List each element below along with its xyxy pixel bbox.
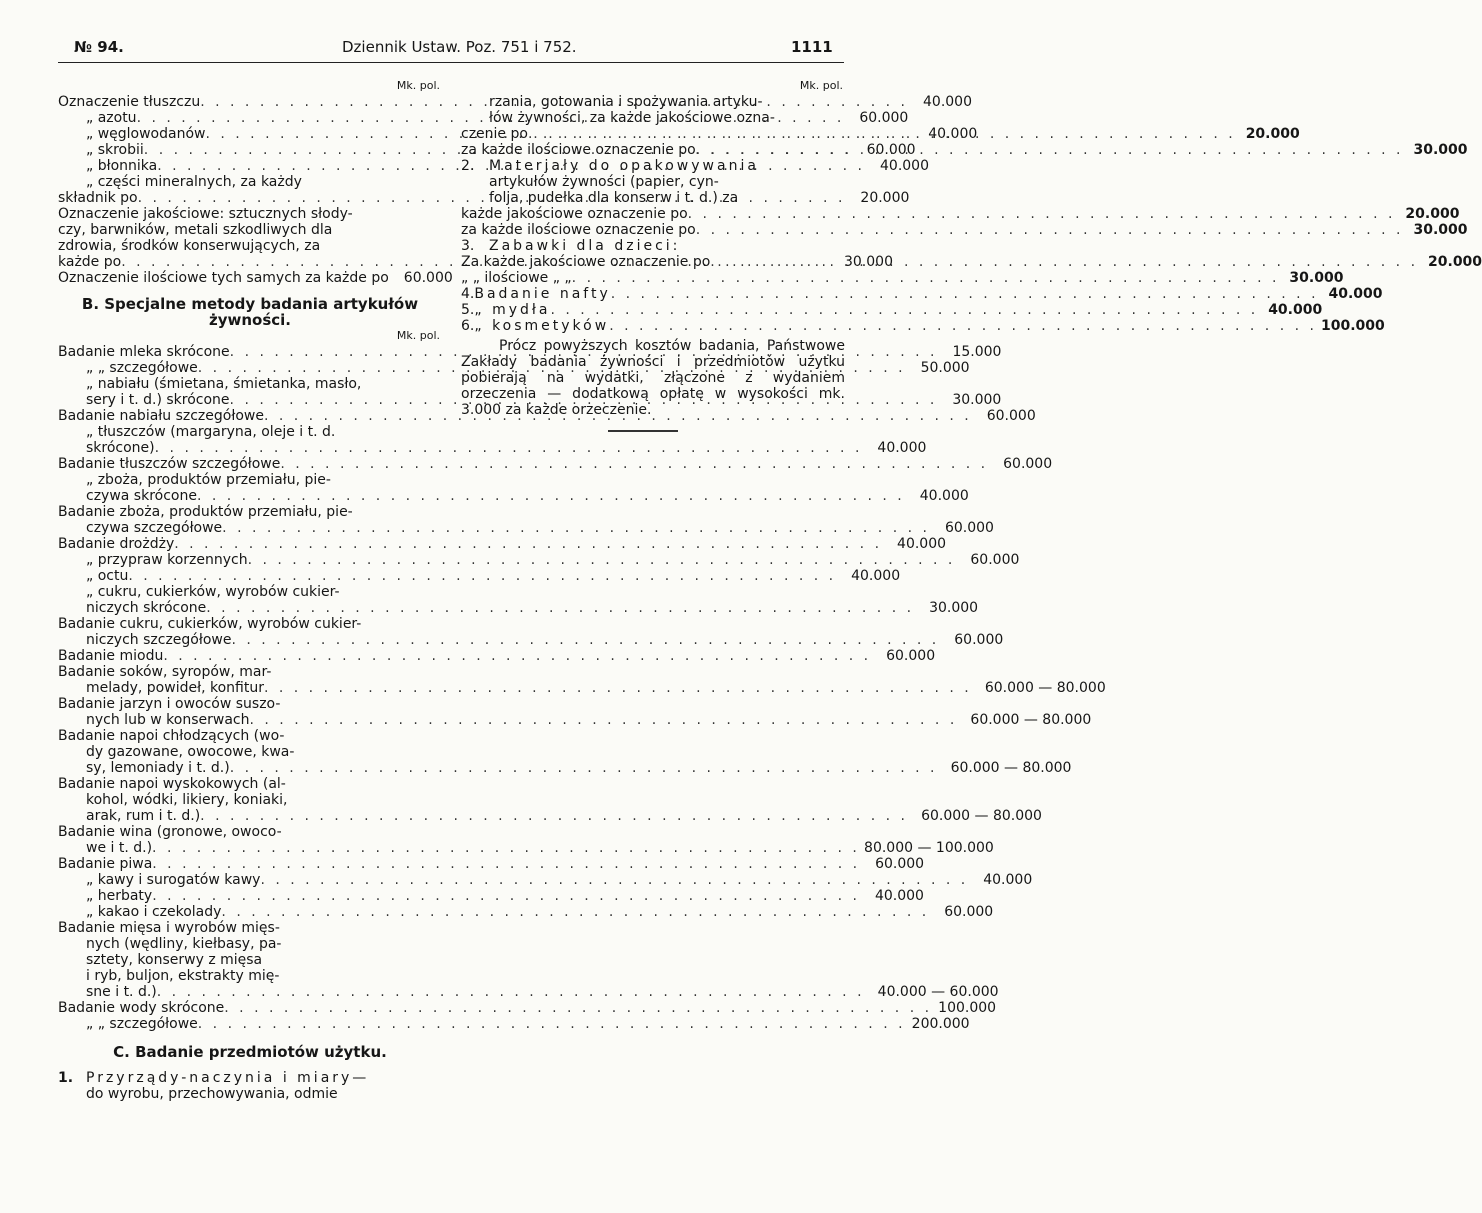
fee-label: Badanie nafty <box>474 286 611 302</box>
item-number: 5. <box>461 302 475 318</box>
fee-row <box>461 158 845 174</box>
fee-row <box>58 712 1092 728</box>
fee-row <box>461 270 1344 286</box>
fee-value: 60.000 <box>944 904 994 920</box>
dot-leader <box>200 808 908 824</box>
fee-label: „ „ szczegółowe <box>86 1016 198 1032</box>
fee-label: folja, pudełka dla konserw i t. d.) za <box>489 190 739 206</box>
fee-row <box>58 808 1042 824</box>
dot-leader <box>230 760 938 776</box>
fee-row <box>461 94 845 110</box>
fee-label: sy, lemoniady i t. d.) <box>86 760 230 776</box>
dot-leader <box>155 440 863 456</box>
fee-row <box>58 936 442 952</box>
dot-leader <box>710 254 1418 270</box>
fee-row <box>58 776 442 792</box>
fee-label: składnik po <box>58 190 138 206</box>
fee-row <box>58 1016 970 1032</box>
fee-label: kohol, wódki, likiery, koniaki, <box>86 792 288 808</box>
section-c-title: C. Badanie przedmiotów użytku. <box>113 1043 387 1061</box>
unit-heading-right: Mk. pol. <box>799 79 843 92</box>
fee-value: 40.000 <box>874 888 924 904</box>
dot-leader <box>260 872 968 888</box>
item-number: 4. <box>461 286 475 302</box>
fee-row <box>461 174 845 190</box>
fee-value: 30.000 <box>1289 270 1344 286</box>
fee-label: czy, barwników, metali szkodliwych dla <box>58 222 333 238</box>
fee-row <box>58 520 994 536</box>
section-b-title <box>58 296 442 328</box>
fee-row <box>58 488 969 504</box>
fee-label: arak, rum i t. d.) <box>86 808 201 824</box>
fee-label: „ tłuszczów (margaryna, oleje i t. d. <box>86 424 336 440</box>
fee-row <box>461 206 1460 222</box>
fee-value: 20.000 <box>1405 206 1460 222</box>
fee-label: nych (wędliny, kiełbasy, pa- <box>86 936 282 952</box>
fee-row <box>58 904 994 920</box>
page-number: № 94. <box>74 38 124 56</box>
fee-value: 100.000 <box>1320 318 1385 334</box>
fee-value: 60.000 <box>859 110 909 126</box>
fee-row <box>58 840 994 856</box>
fee-value: 20.000 <box>1245 126 1300 142</box>
fee-row <box>461 318 1385 334</box>
page-folio: 1111 <box>791 38 833 56</box>
fee-row <box>58 568 901 584</box>
fee-label: Oznaczenie jakościowe: sztucznych słody- <box>58 206 353 222</box>
fee-label: Badanie mleka skrócone <box>58 344 230 360</box>
fee-label: Badanie cukru, cukierków, wyrobów cukier- <box>58 616 362 632</box>
fee-label: „ „ ilościowe „ „ <box>461 270 572 286</box>
fee-row <box>58 344 1002 360</box>
fee-value: 60.000 <box>1003 456 1053 472</box>
dot-leader <box>152 888 860 904</box>
fee-row <box>58 536 947 552</box>
fee-row <box>58 984 999 1000</box>
unit-heading-b: Mk. pol. <box>396 329 440 342</box>
fee-label: Oznaczenie ilościowe tych samych za każde po <box>58 270 389 286</box>
fee-row <box>58 824 442 840</box>
fee-row <box>58 792 442 808</box>
fee-label: Badanie wody skrócone <box>58 1000 225 1016</box>
fee-row <box>58 680 1106 696</box>
dot-leader <box>550 302 1258 318</box>
fee-label: każde jakościowe oznaczenie po <box>461 206 688 222</box>
fee-range: 60.000 — 80.000 <box>984 680 1106 696</box>
fee-label: artykułów żywności (papier, cyn- <box>489 174 719 190</box>
fee-row <box>58 616 442 632</box>
section-b-title-line2: żywności. <box>208 311 291 329</box>
fee-label: Badanie soków, syropów, mar- <box>58 664 272 680</box>
item-number: 6. <box>461 318 475 334</box>
fee-value: 200.000 <box>911 1016 970 1032</box>
fee-value: 30.000 <box>843 254 893 270</box>
fee-value: 60.000 <box>944 520 994 536</box>
fee-value: 60.000 <box>954 632 1004 648</box>
fee-row <box>58 696 442 712</box>
fee-row <box>58 376 442 392</box>
fee-value: 30.000 <box>1413 142 1468 158</box>
fee-value: 60.000 <box>970 552 1020 568</box>
fee-label: Badanie nabiału szczegółowe <box>58 408 264 424</box>
fee-label: „ błonnika <box>86 158 158 174</box>
fee-label: „ nabiału (śmietana, śmietanka, masło, <box>86 376 362 392</box>
dot-leader <box>221 904 929 920</box>
fee-value: 60.000 <box>886 648 936 664</box>
c1-line1 <box>58 1070 442 1086</box>
fee-label: czenie po <box>461 126 528 142</box>
item-number: 2. <box>461 158 475 174</box>
c1-number: 1. <box>58 1070 74 1086</box>
fee-row <box>58 222 442 238</box>
fee-range: 60.000 — 80.000 <box>950 760 1072 776</box>
fee-label: Materjały do opakowywania <box>489 158 759 174</box>
running-header: Dziennik Ustaw. Poz. 751 i 752. <box>342 38 577 56</box>
fee-label: rzania, gotowania i spożywania artyku- <box>489 94 763 110</box>
fee-label: Badanie jarzyn i owoców suszo- <box>58 696 281 712</box>
fee-label: „ cukru, cukierków, wyrobów cukier- <box>86 584 340 600</box>
fee-value: 20.000 <box>860 190 910 206</box>
fee-row <box>461 238 845 254</box>
fee-range: 40.000 — 60.000 <box>877 984 999 1000</box>
fee-row <box>58 456 1053 472</box>
fee-label: sery i t. d.) skrócone <box>86 392 230 408</box>
fee-label: Badanie tłuszczów szczegółowe <box>58 456 281 472</box>
fee-label: czywa skrócone <box>86 488 197 504</box>
dot-leader <box>609 318 1317 334</box>
fee-label: niczych skrócone <box>86 600 207 616</box>
fee-row <box>58 238 442 254</box>
dot-leader <box>572 270 1280 286</box>
fee-value: 20.000 <box>1428 254 1482 270</box>
fee-value: 40.000 <box>1328 286 1383 302</box>
fee-label: Badanie mięsa i wyrobów mięs- <box>58 920 280 936</box>
fee-row <box>58 552 1020 568</box>
fee-row <box>461 190 845 206</box>
fee-value: 30.000 <box>929 600 979 616</box>
fee-range: 60.000 — 80.000 <box>970 712 1092 728</box>
dot-leader <box>128 568 836 584</box>
c1-heading: Przyrządy-naczynia i miary— <box>86 1070 370 1086</box>
fee-value: 60.000 <box>986 408 1036 424</box>
fee-row <box>58 888 924 904</box>
dot-leader <box>231 632 939 648</box>
fee-row <box>461 302 1323 318</box>
c1-text: do wyrobu, przechowywania, odmie <box>86 1086 338 1102</box>
dot-leader <box>528 126 1236 142</box>
fee-label: czywa szczegółowe <box>86 520 223 536</box>
fee-label: Badanie napoi chłodzących (wo- <box>58 728 285 744</box>
fee-label: sne i t. d.) <box>86 984 157 1000</box>
fee-value: 40.000 <box>877 440 927 456</box>
fee-label: Badanie miodu <box>58 648 164 664</box>
fee-value: 30.000 <box>952 392 1002 408</box>
end-rule <box>608 430 678 432</box>
fee-label: Badanie piwa <box>58 856 153 872</box>
fee-value: 50.000 <box>920 360 970 376</box>
fee-label: skrócone) <box>86 440 155 456</box>
fee-range: 80.000 — 100.000 <box>864 840 994 856</box>
fee-label: „ octu <box>86 568 129 584</box>
fee-label: za każde ilościowe oznaczenie po <box>461 222 696 238</box>
c1-line2 <box>58 1086 442 1102</box>
fee-value: 40.000 <box>880 158 929 174</box>
fee-label: Badanie wina (gronowe, owoco- <box>58 824 282 840</box>
fee-label: Badanie napoi wyskokowych (al- <box>58 776 286 792</box>
fee-row <box>58 408 1036 424</box>
fee-label: „ azotu <box>86 110 137 126</box>
dot-leader <box>198 1016 906 1032</box>
fee-row <box>58 744 442 760</box>
fee-label: i ryb, buljon, ekstrakty mię- <box>86 968 280 984</box>
fee-label: „ części mineralnych, za każdy <box>86 174 302 190</box>
fee-label: melady, powideł, konfitur <box>86 680 264 696</box>
fee-row <box>58 648 936 664</box>
dot-leader <box>197 488 905 504</box>
fee-row <box>58 392 1002 408</box>
fee-value: 40.000 <box>919 488 969 504</box>
fee-row <box>58 584 442 600</box>
fee-label: „ zboża, produktów przemiału, pie- <box>86 472 331 488</box>
fee-value: 15.000 <box>952 344 1002 360</box>
fee-row <box>461 110 845 126</box>
dot-leader <box>280 456 988 472</box>
fee-row <box>461 222 1468 238</box>
fee-row <box>58 968 442 984</box>
fee-label: Zabawki dla dzieci: <box>489 238 681 254</box>
fee-label: zdrowia, środków konserwujących, za <box>58 238 321 254</box>
fee-value: 30.000 <box>1413 222 1468 238</box>
dot-leader <box>696 222 1404 238</box>
closing-paragraph: Prócz powyższych kosztów badania, Państwowe Zakłady badania żywności i przedmiotów użytku pobierają na wydatki, złączone z wydaniem orzeczenia — dodatkową opłatę w wysokości mk. 3.000 za każde orzeczenie. <box>461 338 845 418</box>
fee-value: 60.000 <box>403 270 453 286</box>
dot-leader <box>163 648 871 664</box>
dot-leader <box>250 712 958 728</box>
header-rule <box>58 62 844 63</box>
fee-label: „ mydła <box>474 302 551 318</box>
dot-leader <box>157 984 865 1000</box>
fee-row <box>461 286 1383 302</box>
item-number: 3. <box>461 238 475 254</box>
fee-row <box>58 664 442 680</box>
fee-label: za każde ilościowe oznaczenie po <box>461 142 696 158</box>
dot-leader <box>611 286 1319 302</box>
fee-row <box>58 760 1072 776</box>
fee-row <box>58 600 979 616</box>
fee-row <box>58 1000 997 1016</box>
fee-row <box>58 632 1004 648</box>
fee-row <box>58 504 442 520</box>
fee-label: dy gazowane, owocowe, kwa- <box>86 744 295 760</box>
fee-range: 60.000 — 80.000 <box>921 808 1042 824</box>
fee-row <box>58 920 442 936</box>
fee-label: „ „ szczegółowe <box>86 360 198 376</box>
fee-label: „ kosmetyków <box>474 318 610 334</box>
fee-value: 60.000 <box>875 856 925 872</box>
fee-row <box>58 728 442 744</box>
dot-leader <box>224 1000 932 1016</box>
fee-row <box>58 440 927 456</box>
fee-label: nych lub w konserwach <box>86 712 250 728</box>
dot-leader <box>696 142 1404 158</box>
unit-heading: Mk. pol. <box>396 79 440 92</box>
fee-value: 40.000 <box>1268 302 1323 318</box>
fee-label: sztety, konserwy z mięsa <box>86 952 263 968</box>
fee-row <box>58 360 970 376</box>
fee-row <box>58 424 442 440</box>
fee-label: „ węglowodanów <box>86 126 206 142</box>
fee-row <box>58 206 442 222</box>
section-b-title-line1: B. Specjalne metody badania artykułów <box>81 295 419 313</box>
dot-leader <box>206 600 914 616</box>
fee-value: 40.000 <box>851 568 901 584</box>
fee-label: „ kawy i surogatów kawy <box>86 872 261 888</box>
fee-row <box>58 472 442 488</box>
fee-label: Oznaczenie tłuszczu <box>58 94 201 110</box>
dot-leader <box>688 206 1396 222</box>
fee-value: 40.000 <box>983 872 1033 888</box>
dot-leader <box>248 552 956 568</box>
fee-label: „ kakao i czekolady <box>86 904 222 920</box>
fee-label: „ herbaty <box>86 888 153 904</box>
fee-row <box>58 952 442 968</box>
fee-label: niczych szczegółowe <box>86 632 232 648</box>
fee-row <box>58 270 453 286</box>
fee-label: Badanie zboża, produktów przemiału, pie- <box>58 504 353 520</box>
fee-label: Za każde jakościowe oznaczenie po <box>461 254 711 270</box>
fee-value: 60.000 <box>866 142 916 158</box>
fee-label: każde po <box>58 254 122 270</box>
dot-leader <box>174 536 882 552</box>
fee-label: Badanie drożdży <box>58 536 175 552</box>
fee-value: 40.000 <box>923 94 972 110</box>
fee-row <box>58 856 925 872</box>
fee-label: „ przypraw korzennych <box>86 552 248 568</box>
fee-value: 100.000 <box>938 1000 997 1016</box>
fee-row <box>58 174 442 190</box>
dot-leader <box>152 840 860 856</box>
fee-label: łów żywności, za każde jakościowe ozna- <box>489 110 775 126</box>
dot-leader <box>222 520 930 536</box>
dot-leader <box>152 856 860 872</box>
fee-label: we i t. d.) <box>86 840 153 856</box>
fee-row <box>58 872 1033 888</box>
fee-label: „ skrobii <box>86 142 144 158</box>
fee-value: 40.000 <box>897 536 947 552</box>
fee-value: 40.000 <box>928 126 978 142</box>
dot-leader <box>264 680 972 696</box>
